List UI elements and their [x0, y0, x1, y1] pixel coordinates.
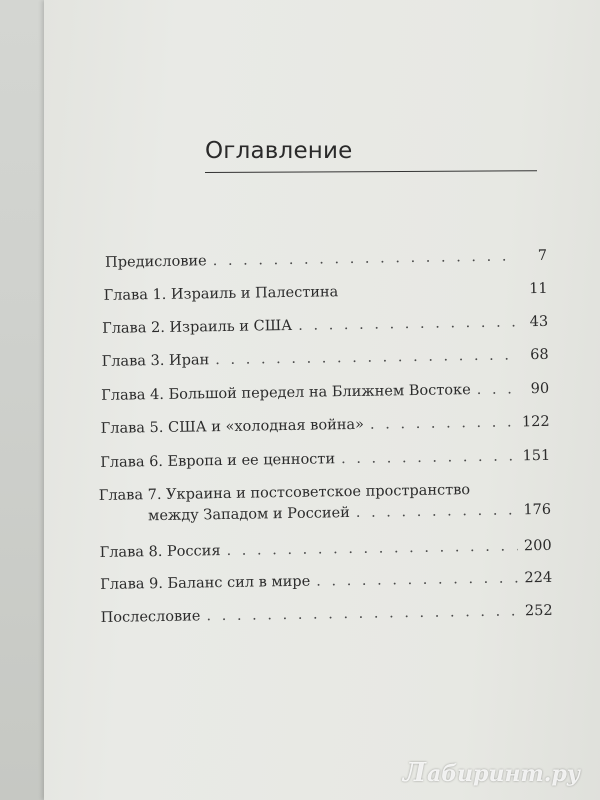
site-watermark [403, 758, 580, 788]
toc-entry-label: Глава 3. Иран [101, 352, 210, 370]
toc-entry-label: Глава 9. Баланс сил в мире [100, 573, 311, 593]
toc-leader-dots [316, 570, 518, 589]
toc-entry-label: Предисловие [104, 253, 207, 271]
toc-page-number: 11 [529, 280, 548, 298]
toc-leader-dots [341, 448, 517, 467]
toc-page-number: 176 [523, 501, 552, 519]
toc-entry-label: Глава 4. Большой передел на Ближнем Востоке [101, 382, 471, 404]
toc-entry-chapter-7 [99, 481, 552, 525]
toc-entry-label: Глава 1. Израиль и Палестина [103, 284, 339, 304]
toc-page-number: 200 [523, 537, 552, 555]
watermark-logo-mark: Л [402, 758, 426, 788]
toc-page-number: 151 [522, 447, 551, 465]
page-title: Оглавление [205, 138, 353, 164]
toc-page-number: 7 [537, 247, 548, 265]
toc-page-number: 224 [524, 569, 553, 587]
toc-page-number: 43 [529, 313, 549, 331]
toc-entry-label: Глава 2. Израиль и США [102, 317, 293, 337]
toc-entry-label: Глава 7. Украина и постсоветское пространство [98, 482, 471, 504]
toc-leader-dots [356, 502, 518, 521]
toc-entry-label: Глава 8. Россия [99, 543, 221, 561]
watermark-text: абиринт.ру [426, 761, 580, 787]
toc-page-number: 122 [521, 413, 550, 431]
toc-page-number: 90 [530, 380, 550, 398]
toc-entry-label: Глава 6. Европа и ее ценности [100, 451, 336, 471]
toc-entry-label: Глава 5. США и «холодная война» [100, 416, 365, 437]
toc-page-number: 68 [530, 346, 549, 364]
toc-leader-dots [477, 381, 520, 398]
toc-entry-label-continuation: между Западом и Россией [147, 505, 350, 525]
toc-page-number: 252 [524, 602, 553, 620]
toc-leader-dots [370, 414, 516, 432]
toc-entry-label: Послесловие [100, 608, 201, 626]
